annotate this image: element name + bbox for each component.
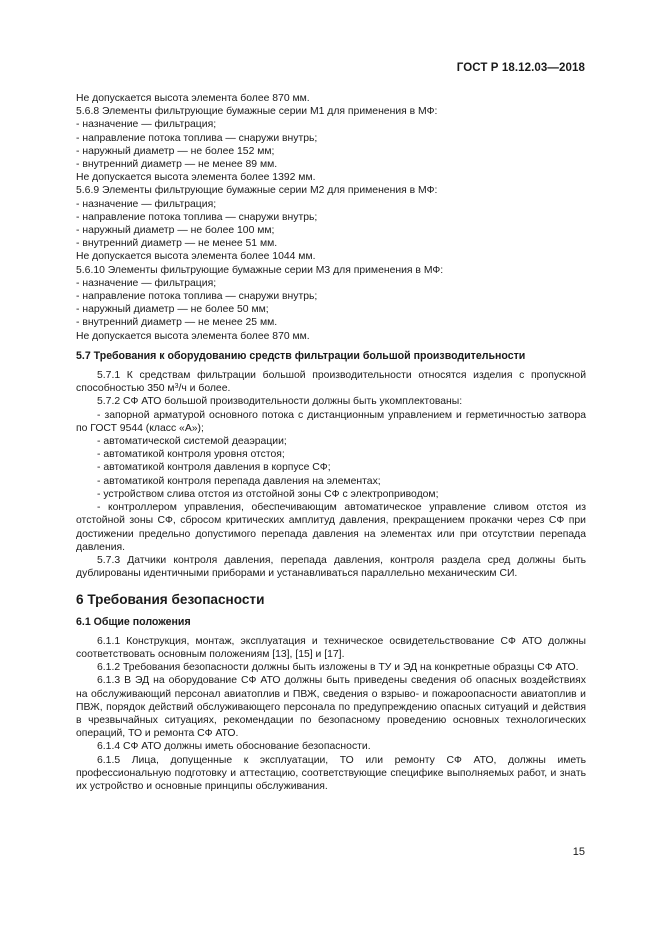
text-line: - назначение — фильтрация; xyxy=(76,119,217,131)
text-line: - направление потока топлива — снаружи внутрь; xyxy=(76,211,318,223)
text-line: 5.6.8 Элементы фильтрующие бумажные серии М1 для применения в МФ: xyxy=(76,106,438,118)
paragraph: 6.1.4 СФ АТО должны иметь обоснование безопасности. xyxy=(97,741,371,753)
list-item: - автоматической системой деаэрации; xyxy=(97,436,287,448)
paragraph: 6.1.2 Требования безопасности должны быть изложены в ТУ и ЭД на конкретные образцы СФ АТО. xyxy=(97,662,579,674)
page-content xyxy=(76,92,586,793)
filter-elements-block xyxy=(76,92,586,343)
text-line: - внутренний диаметр — не менее 25 мм. xyxy=(76,317,278,329)
text-line: - внутренний диаметр — не менее 89 мм. xyxy=(76,159,278,171)
list-item: - автоматикой контроля давления в корпусе СФ; xyxy=(97,462,331,474)
text-line: - наружный диаметр — не более 100 мм; xyxy=(76,225,275,237)
section-6-1-heading: 6.1 Общие положения xyxy=(76,615,191,628)
document-code: ГОСТ Р 18.12.03—2018 xyxy=(456,62,585,74)
paragraph-5-7-1-text: 5.7.1 К средствам фильтрации большой производительности относятся изделия с пропускной способностью 350 м xyxy=(76,370,586,395)
text-line: - назначение — фильтрация; xyxy=(76,198,217,210)
text-line: - направление потока топлива — снаружи внутрь; xyxy=(76,291,318,303)
section-5-7-heading: 5.7 Требования к оборудованию средств фильтрации большой производительности xyxy=(76,349,526,362)
list-item: - запорной арматурой основного потока с дистанционным управлением и герметичностью затвора по ГОСТ 9544 (класс «А»); xyxy=(76,409,586,434)
paragraph-5-7-1 xyxy=(76,369,586,395)
paragraph: 6.1.1 Конструкция, монтаж, эксплуатация и техническое освидетельствование СФ АТО должны соответствовать основным положениям [13], [15] и [17]. xyxy=(76,635,586,660)
text-line: - внутренний диаметр — не менее 51 мм. xyxy=(76,238,278,250)
paragraph-5-7-2: 5.7.2 СФ АТО большой производительности должны быть укомплектованы: xyxy=(97,396,463,408)
section-6-heading: 6 Требования безопасности xyxy=(76,592,265,608)
text-line: Не допускается высота элемента более 870 мм. xyxy=(76,93,310,104)
text-line: - наружный диаметр — не более 50 мм; xyxy=(76,304,269,316)
equipment-list xyxy=(76,409,586,554)
text-line: 5.6.9 Элементы фильтрующие бумажные серии М2 для применения в МФ: xyxy=(76,185,438,197)
text-line: - назначение — фильтрация; xyxy=(76,277,217,289)
list-item: - устройством слива отстоя из отстойной зоны СФ с электроприводом; xyxy=(97,488,439,500)
section-6-paragraphs xyxy=(76,635,586,793)
list-item: - контроллером управления, обеспечивающим автоматическое управление сливом отстоя из отстойной зоны СФ, сбросом критических амплитуд давления, прекращением прокачки через СФ при достижении предельно допустимого перепада давления на элементах или при отсутствии перепада давления. xyxy=(76,502,586,553)
list-item: - автоматикой контроля перепада давления на элементах; xyxy=(97,475,381,487)
paragraph: 6.1.5 Лица, допущенные к эксплуатации, ТО или ремонту СФ АТО, должны иметь профессиональную подготовку и аттестацию, соответствующие специфике выполняемых работ, и знать их устройство и основные принципы обслуживания. xyxy=(76,754,586,792)
page-number: 15 xyxy=(572,846,585,858)
text-line: - направление потока топлива — снаружи внутрь; xyxy=(76,132,318,144)
superscript-3: 3 xyxy=(174,383,179,391)
paragraph: 6.1.3 В ЭД на оборудование СФ АТО должны быть приведены сведения об опасных воздействиях на обслуживающий персонал авиатоплив и ПВЖ, сведения о взрыво- и пожароопасности авиатоплив и ПВЖ, порядок действий обслуживающего персонала по предупреждению опасных ситуаций и действия в чрезвычайных ситуациях, рекомендации по безопасному проведению основных технологических операций, ТО и ремонта СФ АТО. xyxy=(76,675,586,740)
text-line: Не допускается высота элемента более 1044 мм. xyxy=(76,251,316,263)
list-item: - автоматикой контроля уровня отстоя; xyxy=(97,449,285,461)
paragraph-5-7-1-unit: /ч и более. xyxy=(178,383,231,395)
text-line: Не допускается высота элемента более 870 мм. xyxy=(76,330,310,342)
text-line: Не допускается высота элемента более 1392 мм. xyxy=(76,172,316,184)
text-line: - наружный диаметр — не более 152 мм; xyxy=(76,145,275,157)
paragraph-5-7-3: 5.7.3 Датчики контроля давления, перепада давления, контроля раздела сред должны быть дублированы идентичными приборами и устанавливаться параллельно механическим СИ. xyxy=(76,554,586,580)
text-line: 5.6.10 Элементы фильтрующие бумажные серии М3 для применения в МФ: xyxy=(76,264,444,276)
